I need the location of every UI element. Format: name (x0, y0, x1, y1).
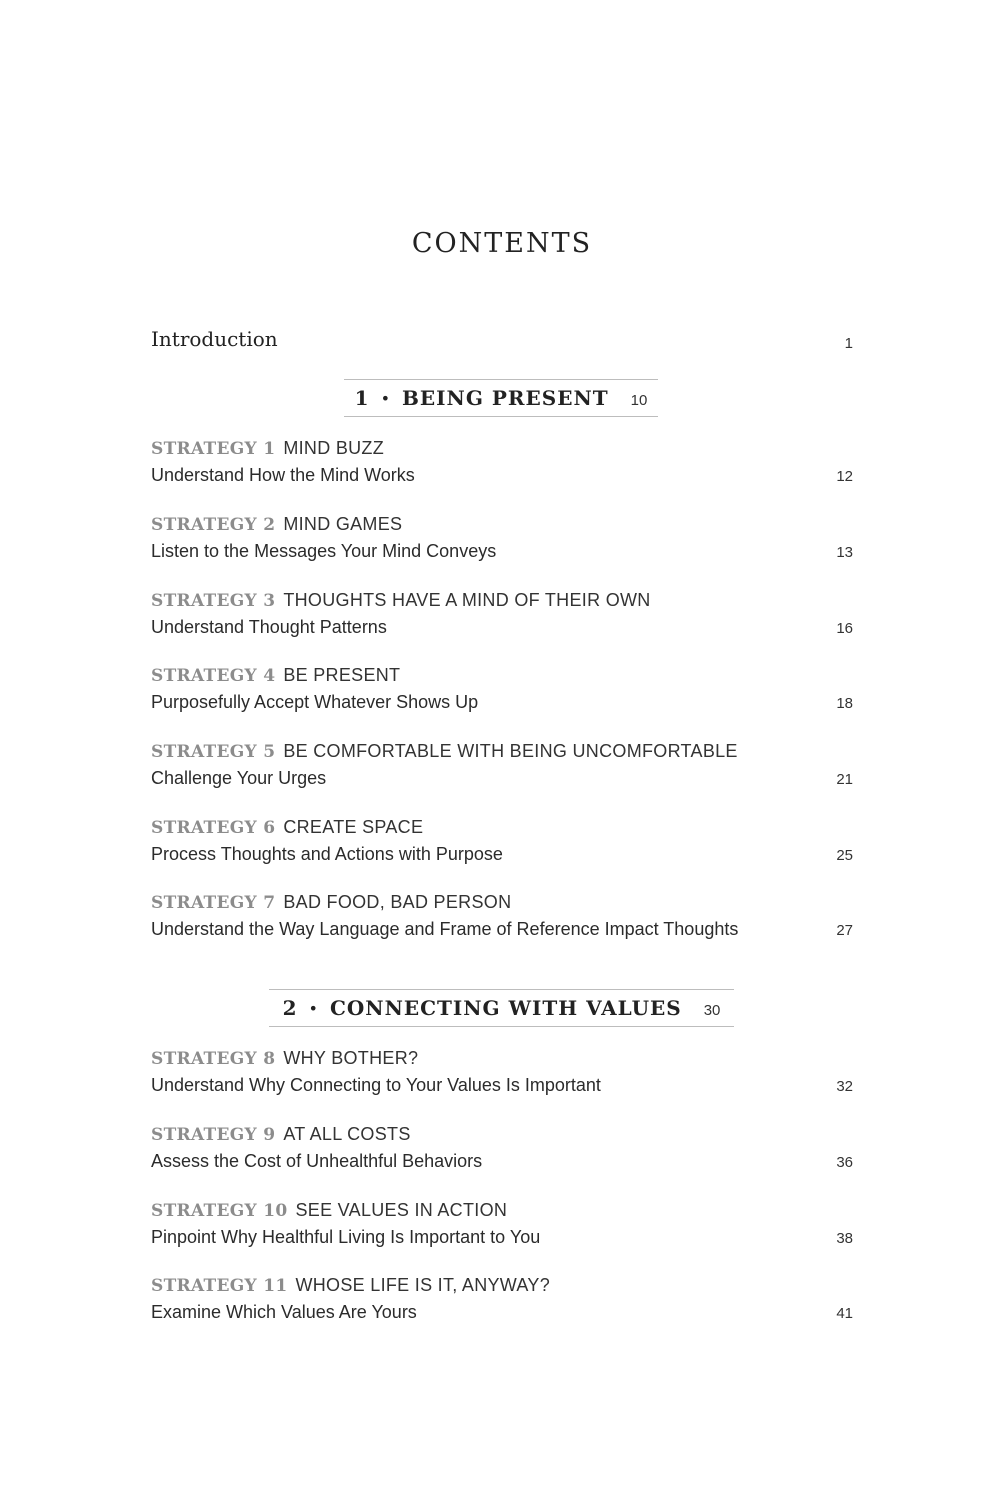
page-title: CONTENTS (411, 228, 593, 260)
strategy-title: AT ALL COSTS (283, 1124, 411, 1144)
strategy-subtitle: Pinpoint Why Healthful Living Is Important to You (151, 1227, 541, 1247)
part-heading-being-present[interactable] (344, 379, 658, 417)
part-heading-connecting-with-values[interactable] (269, 989, 734, 1027)
toc-entry-strategy-2[interactable] (151, 514, 853, 574)
bullet-separator: • (380, 388, 391, 408)
strategy-page-number: 21 (836, 771, 853, 788)
strategy-title: SEE VALUES IN ACTION (295, 1200, 508, 1220)
toc-entry-introduction[interactable] (151, 327, 853, 357)
strategy-page-number: 38 (836, 1230, 853, 1247)
strategy-subtitle: Understand Thought Patterns (151, 617, 387, 637)
strategy-label: STRATEGY 3 (151, 591, 276, 611)
strategy-label: STRATEGY 6 (151, 818, 276, 838)
part-title: CONNECTING WITH VALUES (329, 996, 682, 1020)
strategy-page-number: 27 (836, 922, 853, 939)
strategy-label: STRATEGY 5 (151, 742, 276, 762)
strategy-label: STRATEGY 2 (151, 515, 276, 535)
strategy-label: STRATEGY 1 (151, 439, 276, 459)
toc-entry-strategy-3[interactable] (151, 590, 853, 650)
introduction-label: Introduction (151, 327, 278, 351)
strategy-title: BAD FOOD, BAD PERSON (283, 892, 512, 912)
toc-entry-strategy-1[interactable] (151, 438, 853, 498)
strategy-label: STRATEGY 8 (151, 1049, 276, 1069)
part-number: 1 (354, 386, 369, 410)
strategy-subtitle: Assess the Cost of Unhealthful Behaviors (151, 1151, 483, 1171)
strategy-page-number: 18 (836, 695, 853, 712)
strategy-page-number: 16 (836, 620, 853, 637)
strategy-page-number: 41 (836, 1305, 853, 1322)
strategy-title: CREATE SPACE (283, 817, 424, 837)
part-page-number: 30 (703, 1001, 721, 1019)
toc-entry-strategy-9[interactable] (151, 1124, 853, 1184)
strategy-title: MIND GAMES (283, 514, 403, 534)
strategy-title: THOUGHTS HAVE A MIND OF THEIR OWN (283, 590, 651, 610)
strategy-page-number: 36 (836, 1154, 853, 1171)
strategy-title: MIND BUZZ (283, 438, 385, 458)
toc-entry-strategy-8[interactable] (151, 1048, 853, 1108)
strategy-label: STRATEGY 4 (151, 666, 276, 686)
part-number: 2 (282, 996, 297, 1020)
toc-entry-strategy-4[interactable] (151, 665, 853, 725)
bullet-separator: • (308, 998, 318, 1018)
strategy-subtitle: Process Thoughts and Actions with Purpose (151, 844, 503, 864)
strategy-title: BE COMFORTABLE WITH BEING UNCOMFORTABLE (283, 741, 738, 761)
strategy-title: WHOSE LIFE IS IT, ANYWAY? (295, 1275, 551, 1295)
strategy-page-number: 12 (836, 468, 853, 485)
toc-entry-strategy-6[interactable] (151, 817, 853, 877)
strategy-subtitle: Understand How the Mind Works (151, 465, 415, 485)
strategy-subtitle: Purposefully Accept Whatever Shows Up (151, 692, 479, 712)
strategy-subtitle: Listen to the Messages Your Mind Conveys (151, 541, 497, 561)
toc-entry-strategy-10[interactable] (151, 1200, 853, 1260)
strategy-subtitle: Challenge Your Urges (151, 768, 327, 788)
strategy-page-number: 32 (836, 1078, 853, 1095)
strategy-subtitle: Understand the Way Language and Frame of Reference Impact Thoughts (151, 919, 739, 939)
strategy-title: BE PRESENT (283, 665, 401, 685)
strategy-page-number: 25 (836, 847, 853, 864)
toc-entry-strategy-5[interactable] (151, 741, 853, 801)
toc-entry-strategy-7[interactable] (151, 892, 853, 952)
strategy-title: WHY BOTHER? (283, 1048, 419, 1068)
part-title: BEING PRESENT (402, 386, 609, 410)
strategy-label: STRATEGY 9 (151, 1125, 276, 1145)
part-page-number: 10 (630, 391, 648, 409)
strategy-page-number: 13 (836, 544, 853, 561)
strategy-label: STRATEGY 7 (151, 893, 276, 913)
toc-entry-strategy-11[interactable] (151, 1275, 853, 1335)
introduction-page-number: 1 (844, 335, 853, 352)
strategy-subtitle: Examine Which Values Are Yours (151, 1302, 417, 1322)
strategy-label: STRATEGY 10 (151, 1201, 288, 1221)
strategy-subtitle: Understand Why Connecting to Your Values Is Important (151, 1075, 601, 1095)
strategy-label: STRATEGY 11 (151, 1276, 288, 1296)
